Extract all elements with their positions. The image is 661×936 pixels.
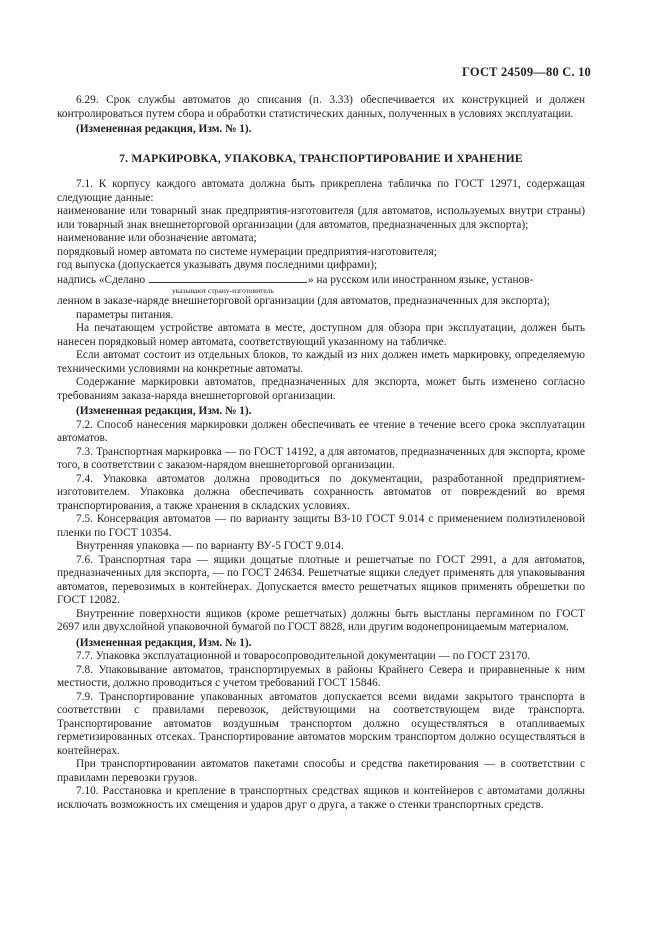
section-title: 7. МАРКИРОВКА, УПАКОВКА, ТРАНСПОРТИРОВАНИЕ И ХРАНЕНИЕ [119, 151, 523, 165]
paragraph-7-6: 7.6. Транспортная тара — ящики дощатые плотные и решетчатые по ГОСТ 2991, а для автоматов, предназначенных для экспорта, — по ГОСТ 24634. Решетчатые ящики следует применять для упаковывания автоматов, перевозимых в контейнерах. Допускается вместо решетчатых ящиков применять обрешетки по ГОСТ 12082. [57, 553, 585, 606]
list-item: наименование или товарный знак предприятия-изготовителя (для автоматов, используемых внутри страны) или товарный знак внешнеторговой организации (для автоматов, предназначенных для экспорта); [57, 205, 585, 231]
paragraph-7-1: 7.1. К корпусу каждого автомата должна быть прикреплена табличка по ГОСТ 12971, содержащая следующие данные: [57, 178, 585, 204]
made-in-tail: » на русском или иностранном языке, установ- [308, 273, 534, 286]
list-item: ленном в заказе-наряде внешнеторговой организации (для автоматов, предназначенных для экспорта); [57, 295, 550, 307]
amendment-note: (Измененная редакция, Изм. № 1). [76, 405, 252, 417]
paragraph: При транспортировании автоматов пакетами способы и средства пакетирования — в соответствии с правилами перевозки грузов. [57, 758, 585, 784]
list-item: год выпуска (допускается указывать двумя последними цифрами); [57, 259, 378, 271]
page-header: ГОСТ 24509—80 С. 10 [462, 65, 591, 79]
blank-caption: указывают страну-изготовитель [172, 286, 274, 295]
list-item-made-in [57, 273, 585, 288]
list-item: порядковый номер автомата по системе нумерации предприятия-изготовителя; [57, 245, 437, 258]
paragraph-7-3: 7.3. Транспортная маркировка — по ГОСТ 14192, а для автоматов, предназначенных для экспорта, кроме того, в соответствии с заказом-нарядом внешнеторговой организации. [57, 445, 585, 471]
document-body [57, 94, 585, 812]
made-in-label: надпись «Сделано [57, 273, 146, 286]
paragraph-7-7: 7.7. Упаковка эксплуатационной и товаросопроводительной документации — по ГОСТ 23170. [76, 650, 531, 662]
paragraph-7-4: 7.4. Упаковка автоматов должна проводиться по документации, разработанной предприятием-изготовителем. Упаковка должна обеспечивать сохранность автоматов от повреждений во время транспортирования, а также хранения в складских условиях. [57, 472, 585, 512]
paragraph-6-29: 6.29. Срок службы автоматов до списания (п. 3.33) обеспечивается их конструкцией и должен контролироваться путем сбора и обработки статистических данных, полученных в условиях эксплуатации. [57, 94, 585, 120]
paragraph: Содержание маркировки автоматов, предназначенных для экспорта, может быть изменено согласно требованиям заказа-наряда внешнеторговой организации. [57, 376, 585, 402]
paragraph: Если автомат состоит из отдельных блоков, то каждый из них должен иметь маркировку, определяемую техническими условиями на конкретные автоматы. [57, 349, 585, 375]
paragraph-7-10: 7.10. Расстановка и крепление в транспортных средствах ящиков и контейнеров с автоматами должны исключать возможность их смещения и ударов друг о друга, а также о стенки транспортных средств. [57, 785, 585, 811]
paragraph: На печатающем устройстве автомата в месте, доступном для обзора при эксплуатации, должен быть нанесен порядковый номер автомата, соответствующий указанному на табличке. [57, 322, 585, 348]
list-item: наименование или обозначение автомата; [57, 232, 257, 244]
paragraph: Внутренние поверхности ящиков (кроме решетчатых) должны быть выстланы пергамином по ГОСТ 2697 или двухслойной упаковочной бумагой по ГОСТ 8828, или другим водонепроницаемым материалом. [57, 607, 585, 633]
amendment-note: (Измененная редакция, Изм. № 1). [76, 123, 252, 135]
paragraph-7-8: 7.8. Упаковывание автоматов, транспортируемых в районы Крайнего Севера и приравненные к ним местности, должно проводиться с учетом требований ГОСТ 15846. [57, 663, 585, 689]
paragraph-7-5: 7.5. Консервация автоматов — по варианту защиты ВЗ-10 ГОСТ 9.014 с применением полиэтиленовой пленки по ГОСТ 10354. [57, 513, 585, 539]
country-blank-line [149, 273, 307, 283]
list-item: параметры питания. [76, 308, 174, 321]
paragraph-7-9: 7.9. Транспортирование упакованных автоматов допускается всеми видами закрытого транспорта в соответствии с правилами перевозок, действующими на соответствующем виде транспорта. Транспортирование автоматов воздушным транспортом должно осуществляться в отапливаемых герметизированных отсеках. Транспортирование автоматов морским транспортом должно осуществляться в контейнерах. [57, 690, 585, 757]
amendment-note: (Измененная редакция, Изм. № 1). [76, 636, 252, 649]
paragraph: Внутренняя упаковка — по варианту ВУ-5 ГОСТ 9.014. [76, 540, 344, 552]
paragraph-7-2: 7.2. Способ нанесения маркировки должен обеспечивать ее чтение в течение всего срока эксплуатации автоматов. [57, 418, 585, 444]
